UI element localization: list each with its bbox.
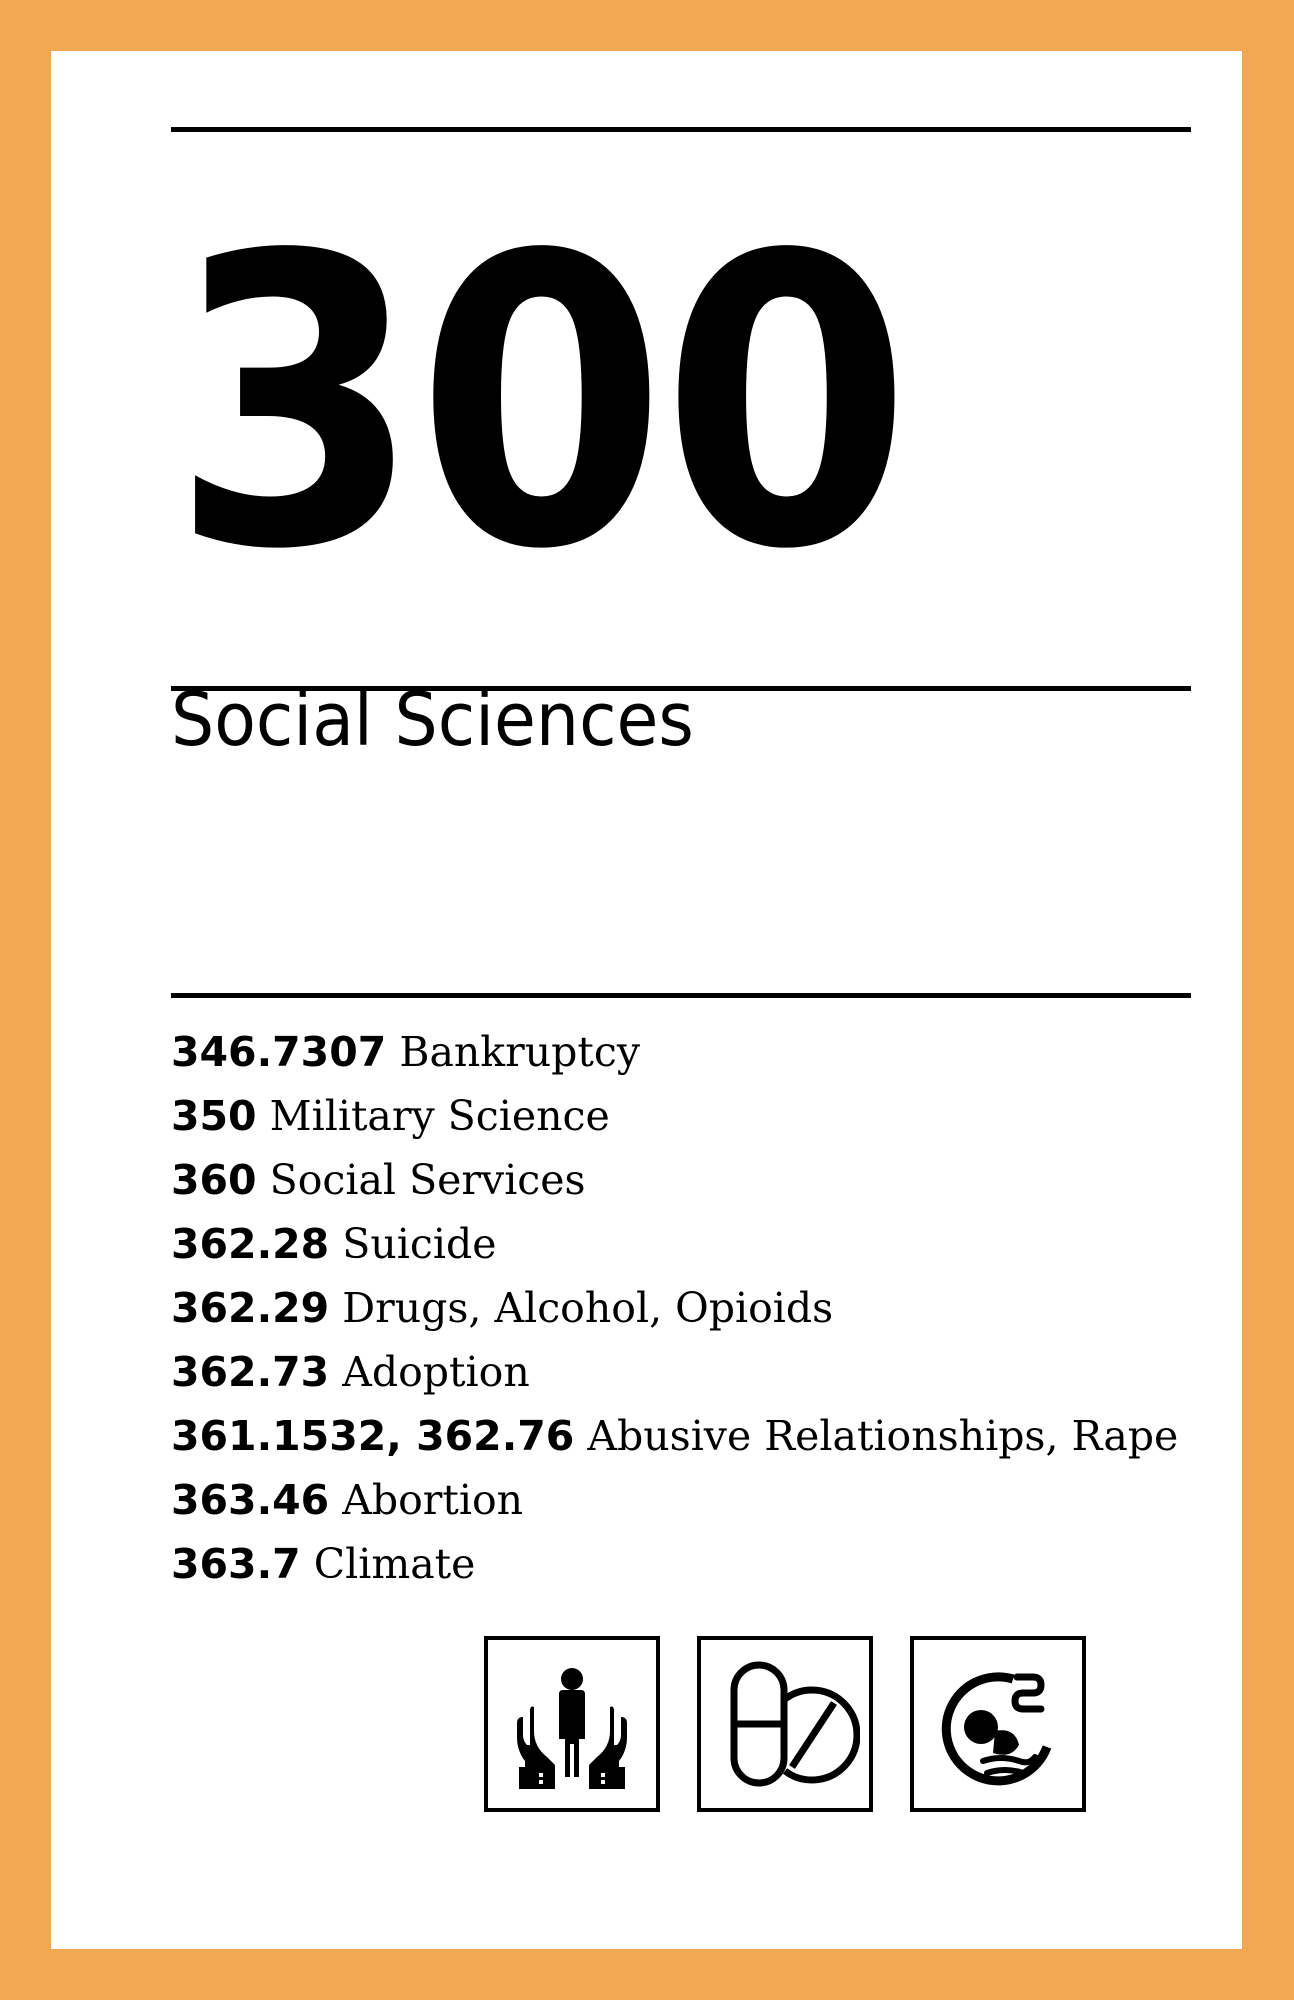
call-number: 362.73: [171, 1348, 330, 1396]
list-item: [171, 1020, 1178, 1084]
call-number: 362.29: [171, 1284, 330, 1332]
call-number: 350: [171, 1092, 257, 1140]
call-label: Abusive Relationships, Rape: [587, 1412, 1179, 1460]
list-item: [171, 1532, 1178, 1596]
call-number: 346.7307: [171, 1028, 387, 1076]
list-item: [171, 1404, 1178, 1468]
list-item: [171, 1212, 1178, 1276]
subject-title: Social Sciences: [171, 677, 694, 763]
call-number-list: [171, 1020, 1178, 1596]
call-number: 363.46: [171, 1476, 330, 1524]
call-label: Social Services: [269, 1156, 586, 1204]
call-number: 363.7: [171, 1540, 301, 1588]
call-label: Abortion: [342, 1476, 524, 1524]
list-rule: [171, 993, 1191, 998]
call-number: 362.28: [171, 1220, 330, 1268]
protected-person-icon: [484, 1636, 660, 1812]
list-item: [171, 1276, 1178, 1340]
call-label: Climate: [313, 1540, 476, 1588]
class-number: 300: [171, 172, 907, 637]
call-number: 361.1532, 362.76: [171, 1412, 575, 1460]
icon-row: [484, 1636, 1086, 1812]
call-label: Bankruptcy: [399, 1028, 641, 1076]
top-rule: [171, 127, 1191, 132]
call-label: Military Science: [269, 1092, 610, 1140]
list-item: [171, 1340, 1178, 1404]
call-label: Drugs, Alcohol, Opioids: [342, 1284, 834, 1332]
call-label: Suicide: [342, 1220, 497, 1268]
call-number: 360: [171, 1156, 257, 1204]
list-item: [171, 1468, 1178, 1532]
call-label: Adoption: [342, 1348, 530, 1396]
fetus-icon: [910, 1636, 1086, 1812]
list-item: [171, 1148, 1178, 1212]
pill-icon: [697, 1636, 873, 1812]
list-item: [171, 1084, 1178, 1148]
